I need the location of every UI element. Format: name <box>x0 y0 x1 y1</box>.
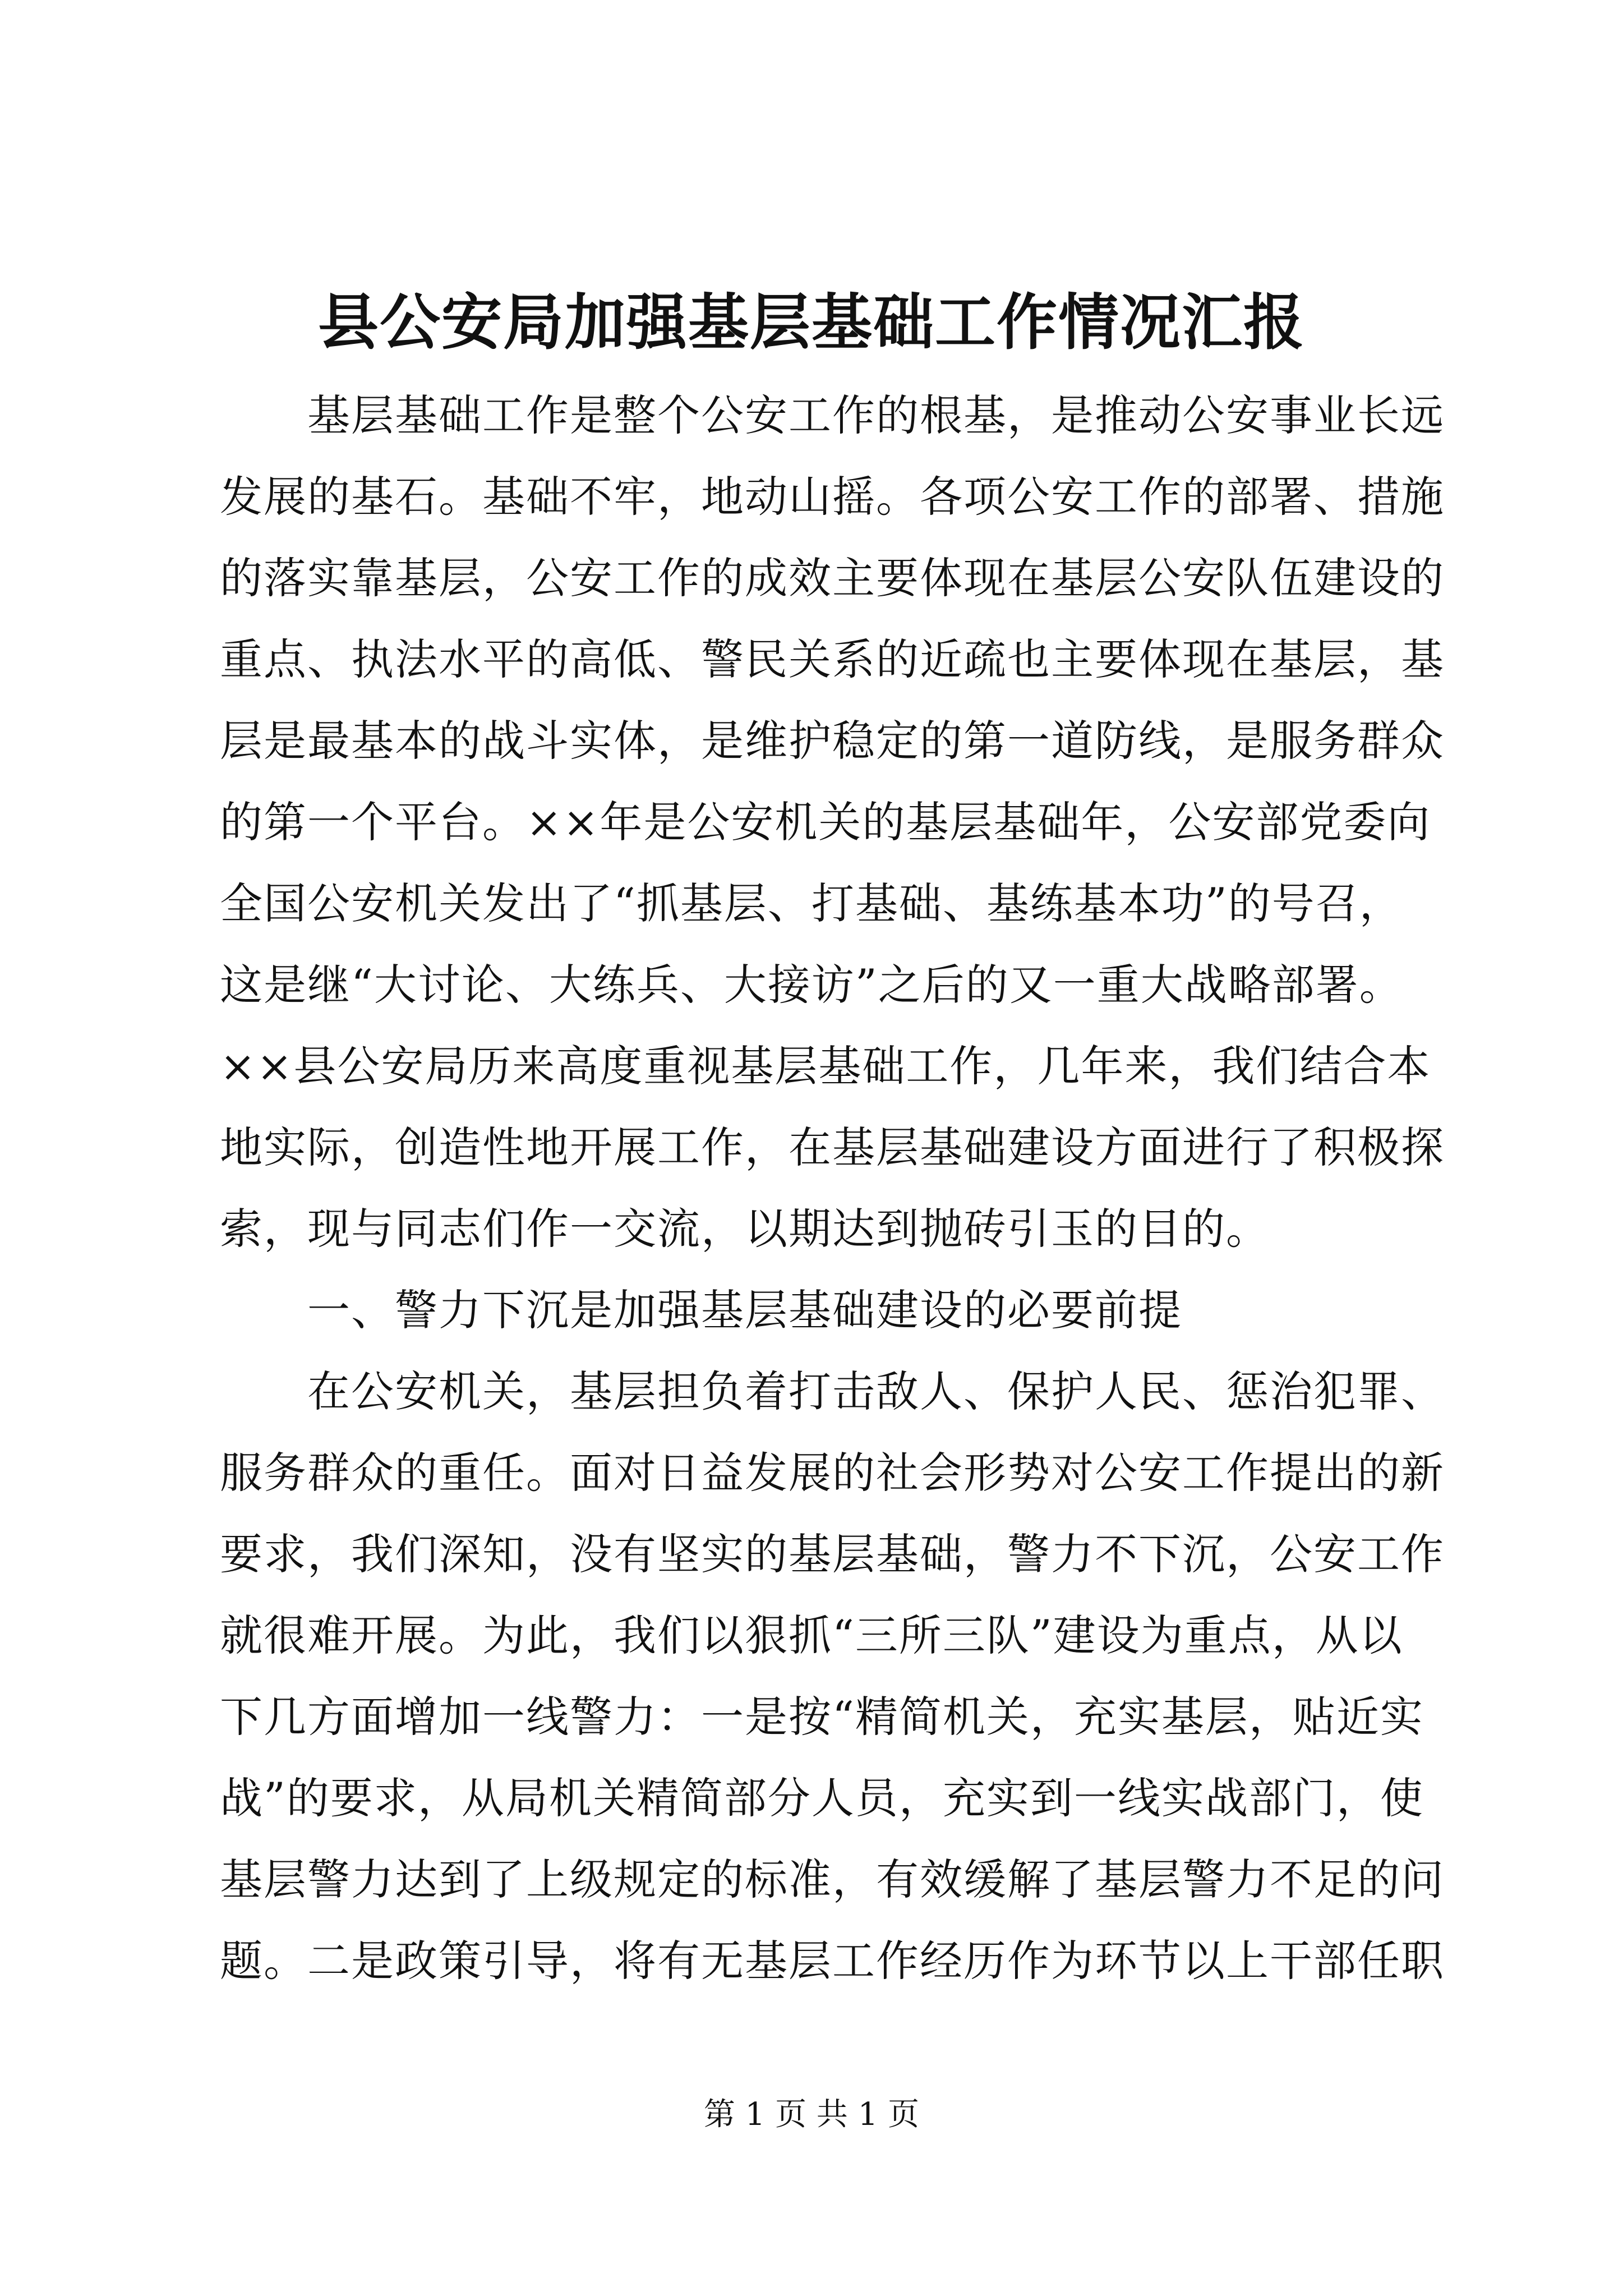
text-line: 的第一个平台。××年是公安机关的基层基础年，公安部党委向 <box>220 797 1431 847</box>
section-heading: 一、警力下沉是加强基层基础建设的必要前提 <box>220 1285 1182 1335</box>
text-line: 要求，我们深知，没有坚实的基层基础，警力不下沉，公安工作 <box>220 1529 1445 1579</box>
document-title: 县公安局加强基层基础工作情况汇报 <box>317 287 1305 358</box>
document-body <box>220 375 1445 2001</box>
text-line: 就很难开展。为此，我们以狠抓“三所三队”建设为重点，从以 <box>220 1611 1403 1660</box>
text-line: 战”的要求，从局机关精简部分人员，充实到一线实战部门，使 <box>220 1773 1424 1823</box>
text-line: 全国公安机关发出了“抓基层、打基础、基练基本功”的号召， <box>220 878 1403 928</box>
text-line: 基层基础工作是整个公安工作的根基，是推动公安事业长远 <box>220 390 1445 440</box>
text-line: 重点、执法水平的高低、警民关系的近疏也主要体现在基层，基 <box>220 634 1445 684</box>
text-line: 下几方面增加一线警力：一是按“精简机关，充实基层，贴近实 <box>220 1692 1424 1742</box>
text-line: ××县公安局历来高度重视基层基础工作，几年来，我们结合本 <box>220 1041 1431 1091</box>
page-footer: 第 1 页 共 1 页 <box>703 2096 920 2133</box>
text-line: 地实际，创造性地开展工作，在基层基础建设方面进行了积极探 <box>220 1122 1445 1172</box>
text-line: 在公安机关，基层担负着打击敌人、保护人民、惩治犯罪、 <box>220 1366 1445 1416</box>
text-line: 题。二是政策引导，将有无基层工作经历作为环节以上干部任职 <box>220 1936 1445 1986</box>
text-line: 基层警力达到了上级规定的标准，有效缓解了基层警力不足的问 <box>220 1855 1445 1904</box>
text-line: 这是继“大讨论、大练兵、大接访”之后的又一重大战略部署。 <box>220 960 1403 1010</box>
text-line: 服务群众的重任。面对日益发展的社会形势对公安工作提出的新 <box>220 1448 1445 1498</box>
text-line: 发展的基石。基础不牢，地动山摇。各项公安工作的部署、措施 <box>220 472 1445 522</box>
text-line: 的落实靠基层，公安工作的成效主要体现在基层公安队伍建设的 <box>220 553 1445 603</box>
text-line: 层是最基本的战斗实体，是维护稳定的第一道防线，是服务群众 <box>220 716 1445 766</box>
text-line: 索，现与同志们作一交流，以期达到抛砖引玉的目的。 <box>220 1204 1270 1254</box>
